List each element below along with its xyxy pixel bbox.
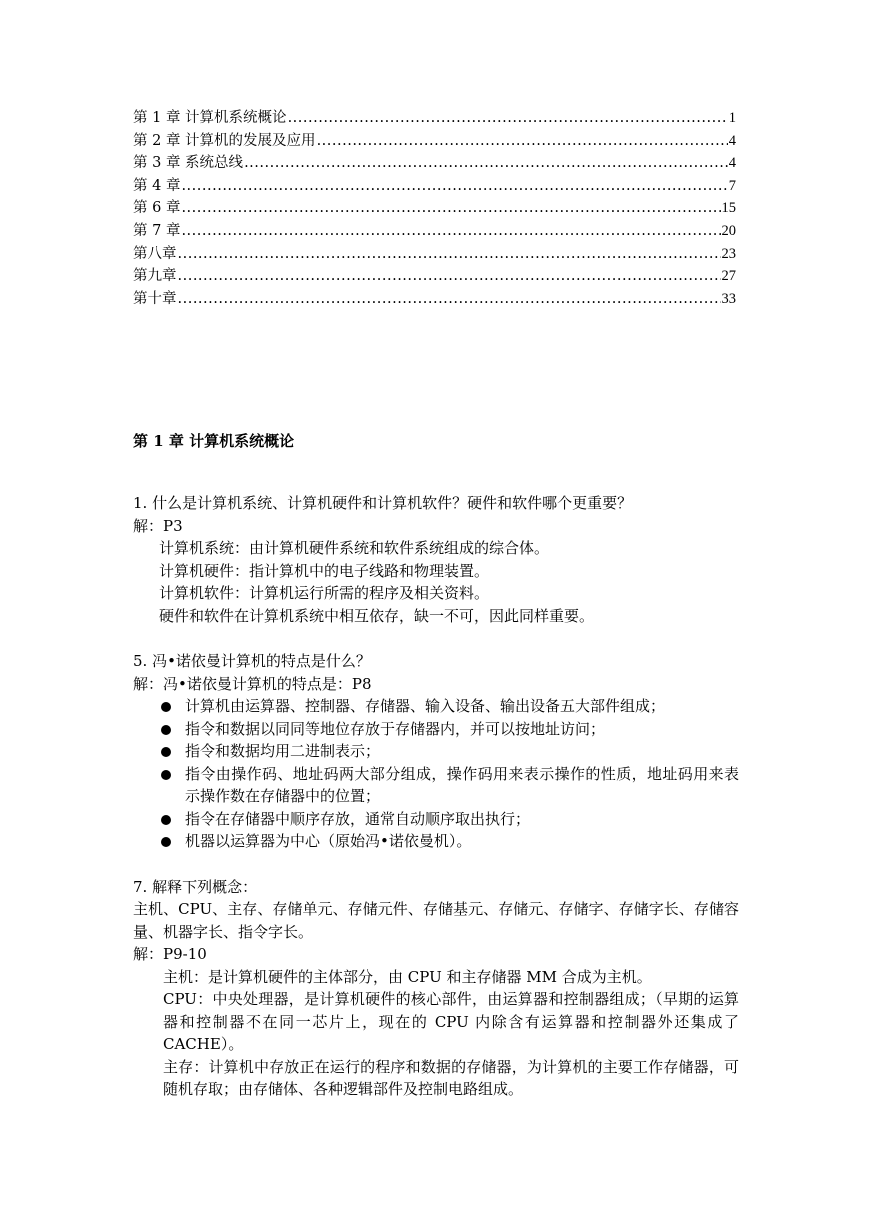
toc-entry-page: 33 [721, 290, 736, 307]
toc-entry[interactable] [133, 130, 736, 153]
toc-leader-dots [178, 288, 721, 311]
bullet-dot-icon [161, 770, 171, 780]
toc-entry-title: 第九章 [133, 268, 177, 285]
list-item-text: 机器以运算器为中心（原始冯•诺依曼机）。 [185, 832, 472, 850]
toc-entry-title: 第 3 章 系统总线 [133, 155, 244, 172]
toc-leader-dots [181, 220, 720, 243]
toc-entry-page: 23 [721, 245, 736, 262]
answer-label: 解：P3 [133, 516, 183, 535]
answer-line: 计算机软件：计算机运行所需的程序及相关资料。 [159, 584, 490, 602]
toc-entry[interactable] [133, 152, 736, 175]
toc-entry-title: 第十章 [133, 290, 177, 307]
toc-leader-dots [178, 265, 721, 288]
bullet-dot-icon [161, 837, 171, 847]
toc-entry[interactable] [133, 220, 736, 243]
answer-label: 解：冯•诺依曼计算机的特点是：P8 [133, 674, 372, 693]
paragraph-gap [133, 853, 739, 876]
toc-entry-title: 第 4 章 [133, 177, 181, 194]
question-1 [133, 492, 739, 627]
definition-host: 主机：是计算机硬件的主体部分，由 CPU 和主存储器 MM 合成为主机。 [163, 967, 652, 986]
list-item-text: 指令在存储器中顺序存放，通常自动顺序取出执行； [185, 809, 531, 828]
bullet-dot-icon [161, 725, 171, 735]
toc-leader-dots [178, 243, 721, 266]
list-item [133, 695, 739, 718]
chapter-heading: 第 1 章 计算机系统概论 [133, 432, 295, 450]
toc-leader-dots [244, 152, 728, 175]
list-item [133, 763, 739, 808]
toc-entry[interactable] [133, 243, 736, 266]
toc-entry-title: 第 7 章 [133, 222, 181, 239]
question-5 [133, 650, 739, 853]
list-item-text: 指令和数据以同同等地位存放于存储器内，并可以按地址访问； [185, 719, 606, 738]
toc-leader-dots [317, 130, 728, 153]
list-item-text: 计算机由运算器、控制器、存储器、输入设备、输出设备五大部件组成； [185, 697, 666, 715]
answer-line: 计算机硬件：指计算机中的电子线路和物理装置。 [159, 561, 490, 580]
toc-entry[interactable] [133, 265, 736, 288]
toc-entry-page: 7 [728, 177, 736, 194]
toc-entry[interactable] [133, 107, 736, 130]
question-text: 1. 什么是计算机系统、计算机硬件和计算机软件？硬件和软件哪个更重要？ [133, 494, 633, 512]
toc-entry[interactable] [133, 197, 736, 220]
concept-list: 主机、CPU、主存、存储单元、存储元件、存储基元、存储元、存储字、存储字长、存储容量、机器字长、指令字长。 [133, 900, 739, 941]
list-item-text: 指令和数据均用二进制表示； [185, 742, 381, 760]
toc-entry-page: 4 [728, 155, 736, 172]
toc-leader-dots [288, 107, 728, 130]
toc-entry-page: 20 [721, 222, 736, 239]
question-7 [133, 876, 739, 1101]
paragraph-gap [133, 627, 739, 650]
toc-entry-title: 第 6 章 [133, 200, 181, 217]
definition-cpu: CPU：中央处理器，是计算机硬件的核心部件，由运算器和控制器组成；（早期的运算器和控制器不在同一芯片上，现在的 CPU 内除含有运算器和控制器外还集成了 CACHE）。 [163, 990, 739, 1053]
document-body [133, 492, 739, 1101]
toc-entry-page: 15 [721, 200, 736, 217]
toc-leader-dots [181, 197, 720, 220]
toc-entry[interactable] [133, 288, 736, 311]
answer-line: 硬件和软件在计算机系统中相互依存，缺一不可，因此同样重要。 [159, 606, 595, 625]
question-text: 7. 解释下列概念： [133, 877, 258, 896]
toc-entry-page: 4 [728, 132, 736, 149]
toc-entry-title: 第 1 章 计算机系统概论 [133, 110, 287, 126]
toc-entry-page: 27 [721, 268, 736, 285]
toc-leader-dots [181, 175, 727, 198]
bullet-dot-icon [161, 747, 171, 757]
toc-entry-title: 第八章 [133, 245, 177, 262]
answer-label: 解：P9-10 [133, 945, 207, 963]
list-item [133, 718, 739, 741]
bullet-dot-icon [161, 815, 171, 825]
question-text: 5. 冯•诺依曼计算机的特点是什么？ [133, 652, 371, 670]
toc-entry[interactable] [133, 175, 736, 198]
bullet-dot-icon [161, 702, 171, 712]
answer-line: 计算机系统：由计算机硬件系统和软件系统组成的综合体。 [159, 539, 550, 557]
list-item [133, 808, 739, 831]
feature-list [133, 695, 739, 853]
toc-entry-title: 第 2 章 计算机的发展及应用 [133, 132, 316, 149]
definition-main-memory: 主存：计算机中存放正在运行的程序和数据的存储器，为计算机的主要工作存储器，可随机存取；由存储体、各种逻辑部件及控制电路组成。 [163, 1057, 739, 1098]
list-item [133, 740, 739, 763]
list-item-text: 指令由操作码、地址码两大部分组成，操作码用来表示操作的性质，地址码用来表示操作数在存储器中的位置； [185, 764, 739, 805]
table-of-contents [133, 107, 736, 310]
toc-entry-page: 1 [728, 110, 736, 126]
list-item [133, 830, 739, 853]
